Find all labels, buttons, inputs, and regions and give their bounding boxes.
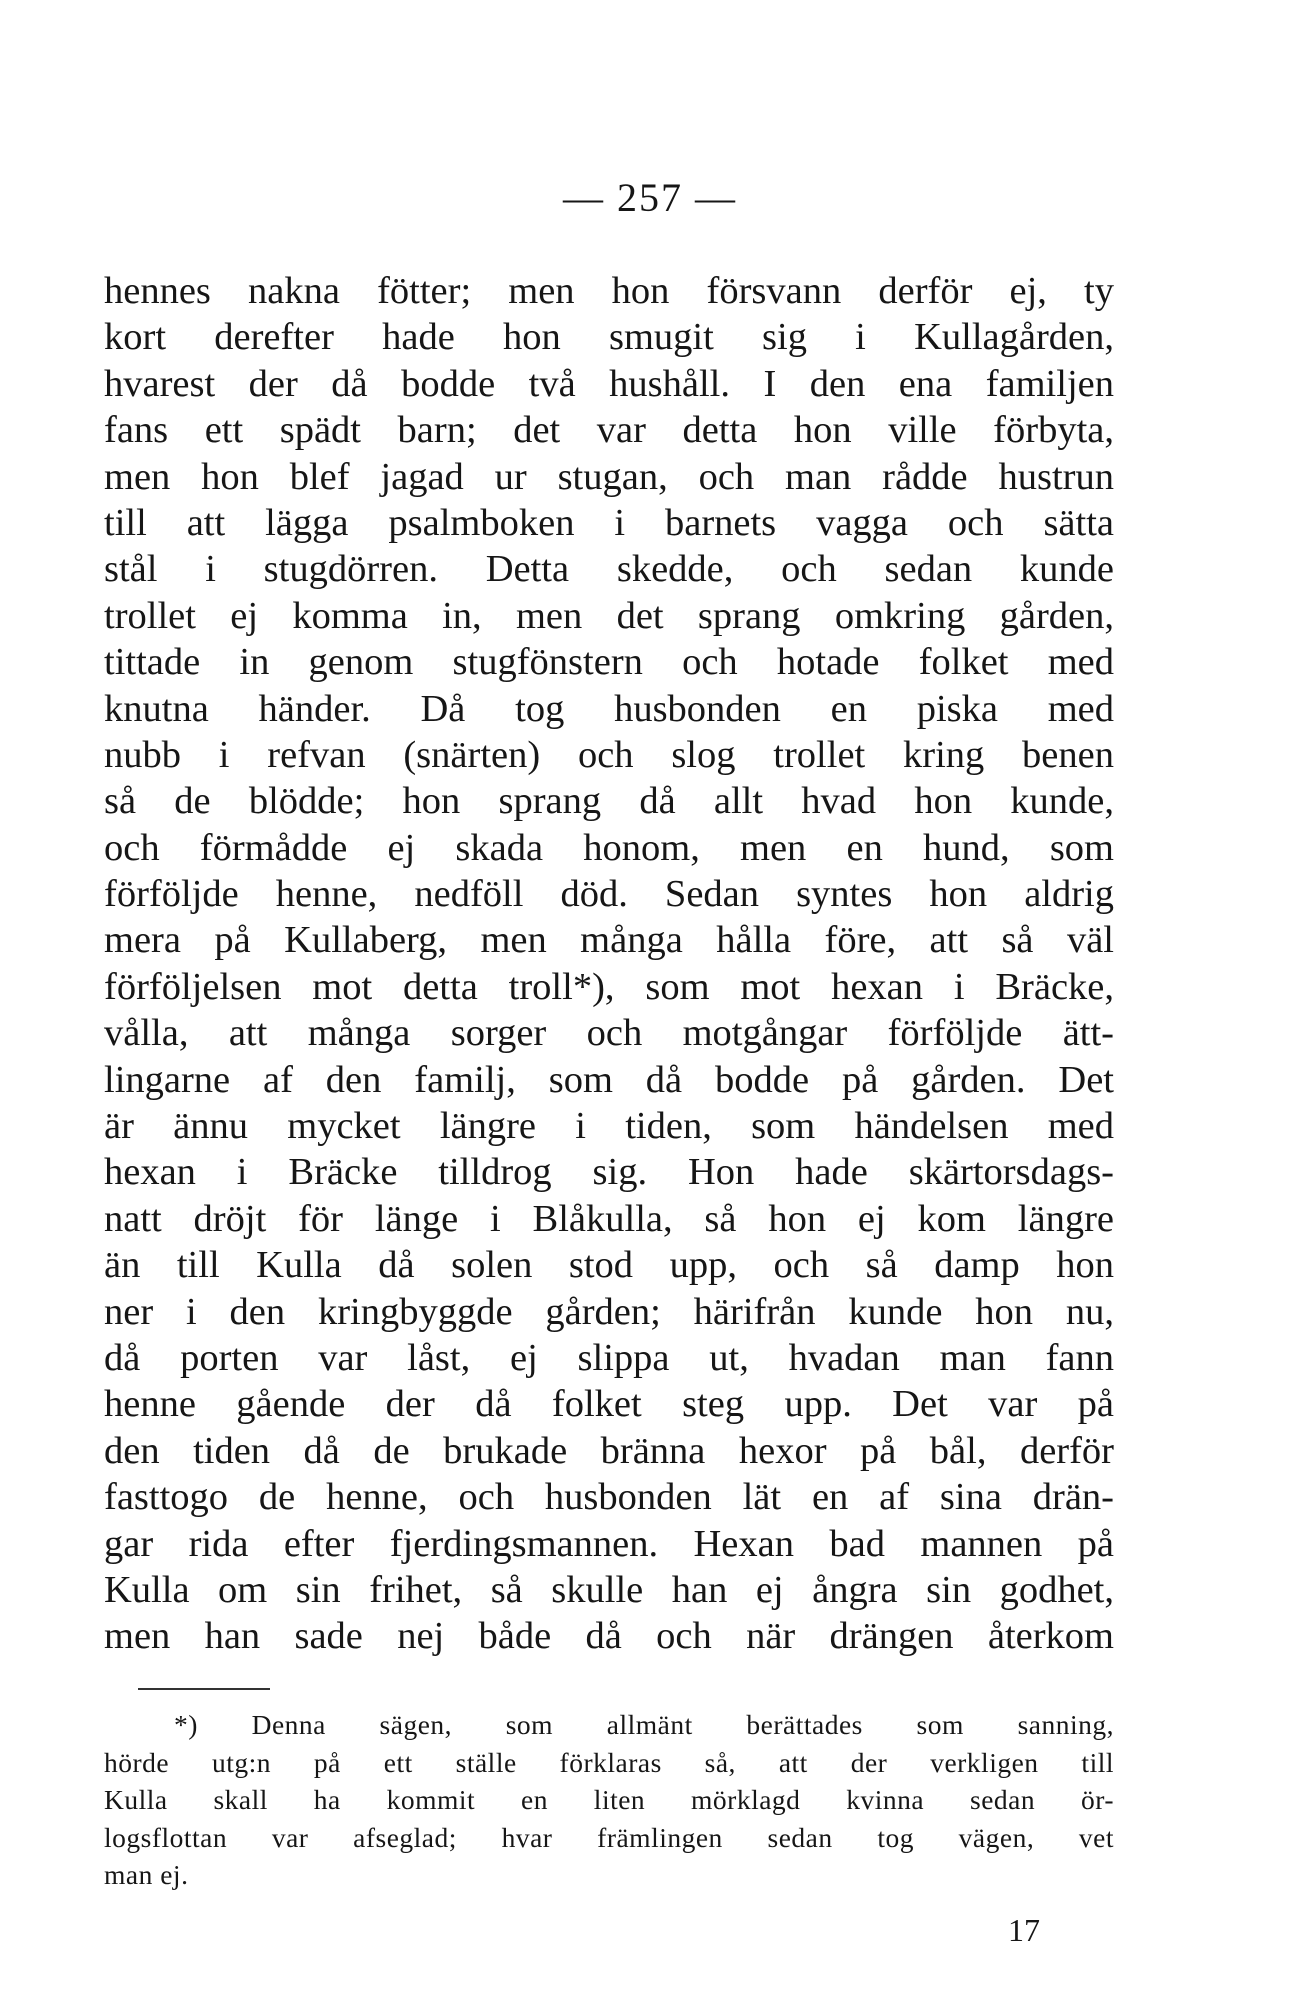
text-line: så de blödde; hon sprang då allt hvad hon kunde, — [104, 780, 1114, 823]
text-line: förföljde henne, nedföll död. Sedan syntes hon aldrig — [104, 873, 1114, 916]
text-line: tittade in genom stugfönstern och hotade folket med — [104, 641, 1114, 684]
footnote — [104, 1706, 1114, 1894]
text-line: den tiden då de brukade bränna hexor på bål, derför — [104, 1429, 1114, 1472]
signature-mark: 17 — [1008, 1912, 1040, 1948]
text-line: mera på Kullaberg, men många hålla före, att så väl — [104, 919, 1114, 962]
text-line: och förmådde ej skada honom, men en hund, som — [104, 826, 1114, 869]
text-line: förföljelsen mot detta troll*), som mot hexan i Bräcke, — [104, 965, 1114, 1008]
text-line: natt dröjt för länge i Blåkulla, så hon ej kom längre — [104, 1197, 1114, 1240]
text-line: vålla, att många sorger och motgångar förföljde ätt- — [104, 1012, 1114, 1055]
text-line: kort derefter hade hon smugit sig i Kullagården, — [104, 316, 1114, 359]
footnote-line: Kulla skall ha kommit en liten mörklagd kvinna sedan ör- — [104, 1784, 1114, 1815]
footnote-line: hörde utg:n på ett ställe förklaras så, att der verkligen till — [104, 1746, 1114, 1778]
text-line: fasttogo de henne, och husbonden lät en af sina drän- — [104, 1476, 1114, 1519]
text-line: trollet ej komma in, men det sprang omkring gården, — [104, 594, 1114, 637]
text-line: hexan i Bräcke tilldrog sig. Hon hade skärtorsdags- — [104, 1151, 1114, 1194]
text-line: men hon blef jagad ur stugan, och man rådde hustrun — [104, 455, 1114, 498]
text-line: fans ett spädt barn; det var detta hon ville förbyta, — [104, 409, 1114, 452]
footnote-line: *) Denna sägen, som allmänt berättades som sanning, — [174, 1709, 1114, 1740]
text-line: då porten var låst, ej slippa ut, hvadan man fann — [104, 1336, 1114, 1379]
text-line: nubb i refvan (snärten) och slog trollet kring benen — [104, 733, 1114, 776]
footnote-line: man ej. — [104, 1859, 189, 1890]
body-text — [104, 268, 1114, 1660]
text-line: hennes nakna fötter; men hon försvann derför ej, ty — [104, 270, 1114, 312]
text-line: ner i den kringbyggde gården; härifrån kunde hon nu, — [104, 1290, 1114, 1333]
text-line: knutna händer. Då tog husbonden en piska med — [104, 687, 1114, 730]
text-line: Kulla om sin frihet, så skulle han ej ångra sin godhet, — [104, 1568, 1114, 1611]
text-line: hvarest der då bodde två hushåll. I den ena familjen — [104, 362, 1114, 405]
page-number: — 257 — — [563, 175, 737, 220]
text-line: än till Kulla då solen stod upp, och så damp hon — [104, 1244, 1114, 1287]
text-line: men han sade nej både då och när drängen återkom — [104, 1615, 1114, 1658]
text-line: till att lägga psalmboken i barnets vagga och sätta — [104, 501, 1114, 544]
footnote-line: logsflottan var afseglad; hvar främlingen sedan tog vägen, vet — [104, 1821, 1114, 1853]
text-line: lingarne af den familj, som då bodde på gården. Det — [104, 1058, 1114, 1101]
text-line: stål i stugdörren. Detta skedde, och sedan kunde — [104, 548, 1114, 591]
text-line: gar rida efter fjerdingsmannen. Hexan bad mannen på — [104, 1522, 1114, 1565]
text-line: henne gående der då folket steg upp. Det var på — [104, 1383, 1114, 1426]
text-line: är ännu mycket längre i tiden, som händelsen med — [104, 1105, 1114, 1148]
footnote-divider — [138, 1688, 270, 1690]
